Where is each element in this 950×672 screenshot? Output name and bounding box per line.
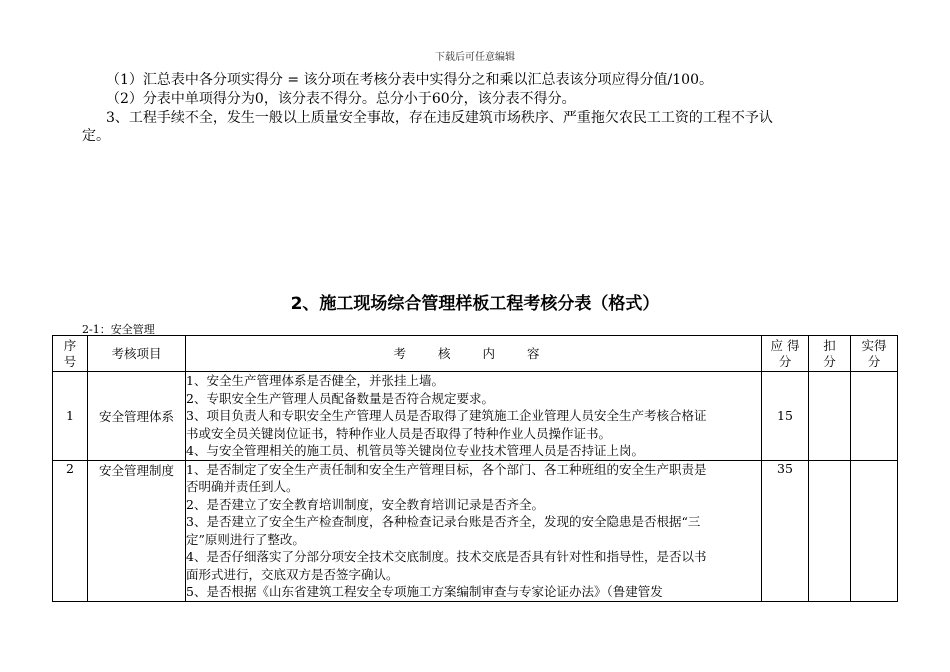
header-content-text: 考 核 内 容 (393, 345, 554, 361)
table-header-row (53, 336, 898, 372)
content-line: 3、是否建立了安全生产检查制度，各种检查记录台账是否齐全，发现的安全隐患是否根据“三 (186, 514, 701, 529)
header-deduction (809, 336, 851, 372)
row-deduction-cell[interactable] (809, 460, 851, 601)
header-serial-no-line2: 号 (63, 353, 77, 369)
header-due-line2: 分 (778, 353, 792, 369)
row-content (186, 460, 762, 601)
assessment-table (52, 335, 898, 602)
row-item: 安全管理体系 (88, 372, 186, 461)
header-due-score (762, 336, 809, 372)
content-line: 2、是否建立了安全教育培训制度，安全教育培训记录是否齐全。 (186, 496, 544, 512)
row-serial-no: 1 (53, 372, 88, 461)
header-due-line1: 应 得 (770, 337, 800, 353)
row-actual-score-cell[interactable] (851, 460, 898, 601)
content-line: 1、是否制定了安全生产责任制和安全生产管理目标，各个部门、各工种班组的安全生产职责是 (186, 461, 707, 477)
content-line: 定”原则进行了整改。 (186, 531, 305, 547)
row-due-score: 15 (762, 372, 809, 461)
header-serial-no-line1: 序 (63, 337, 77, 353)
row-actual-score-cell[interactable] (851, 372, 898, 461)
paragraph-2: （2）分表中单项得分为0，该分表不得分。总分小于60分，该分表不得分。 (106, 91, 576, 107)
content-line: 3、项目负责人和专职安全生产管理人员是否取得了建筑施工企业管理人员安全生产考核合格证 (186, 408, 707, 423)
content-line: 否明确并责任到人。 (186, 479, 299, 494)
content-line: 面形式进行，交底双方是否签字确认。 (186, 566, 399, 582)
header-serial-no (53, 336, 88, 372)
document-title: 2、施工现场综合管理样板工程考核分表（格式） (290, 294, 660, 314)
header-item: 考核项目 (88, 336, 186, 372)
header-note: 下载后可任意编辑 (435, 52, 515, 63)
paragraph-3: 3、工程手续不全，发生一般以上质量安全事故，存在违反建筑市场秩序、严重拖欠农民工工资的工程不予认 (106, 110, 773, 126)
content-line: 2、专职安全生产管理人员配备数量是否符合规定要求。 (186, 390, 494, 406)
content-line: 5、是否根据《山东省建筑工程安全专项施工方案编制审查与专家论证办法》（鲁建管发 (186, 584, 663, 599)
header-deduction-line2: 分 (823, 353, 836, 369)
row-item: 安全管理制度 (88, 460, 186, 601)
row-due-score: 35 (762, 460, 809, 601)
content-line: 4、与安全管理相关的施工员、机管员等关键岗位专业技术管理人员是否持证上岗。 (186, 443, 644, 458)
table-row (53, 372, 898, 461)
paragraph-3-continuation: 定。 (82, 128, 110, 144)
row-serial-no: 2 (53, 460, 88, 601)
subsection-label: 2-1：安全管理 (82, 323, 155, 336)
row-content (186, 372, 762, 461)
header-actual-score (851, 336, 898, 372)
content-line: 书或安全员关键岗位证书，特种作业人员是否取得了特种作业人员操作证书。 (186, 425, 612, 441)
header-content (186, 336, 762, 372)
header-deduction-line1: 扣 (823, 337, 836, 353)
header-actual-line2: 分 (867, 353, 881, 369)
row-deduction-cell[interactable] (809, 372, 851, 461)
content-line: 4、是否仔细落实了分部分项安全技术交底制度。技术交底是否具有针对性和指导性，是否以书 (186, 549, 707, 564)
table-row (53, 460, 898, 601)
header-actual-line1: 实得 (861, 337, 887, 353)
content-line: 1、安全生产管理体系是否健全，并张挂上墙。 (186, 373, 444, 388)
paragraph-1: （1）汇总表中各分项实得分 = 该分项在考核分表中实得分之和乘以汇总表该分项应得分值/100。 (106, 72, 713, 88)
